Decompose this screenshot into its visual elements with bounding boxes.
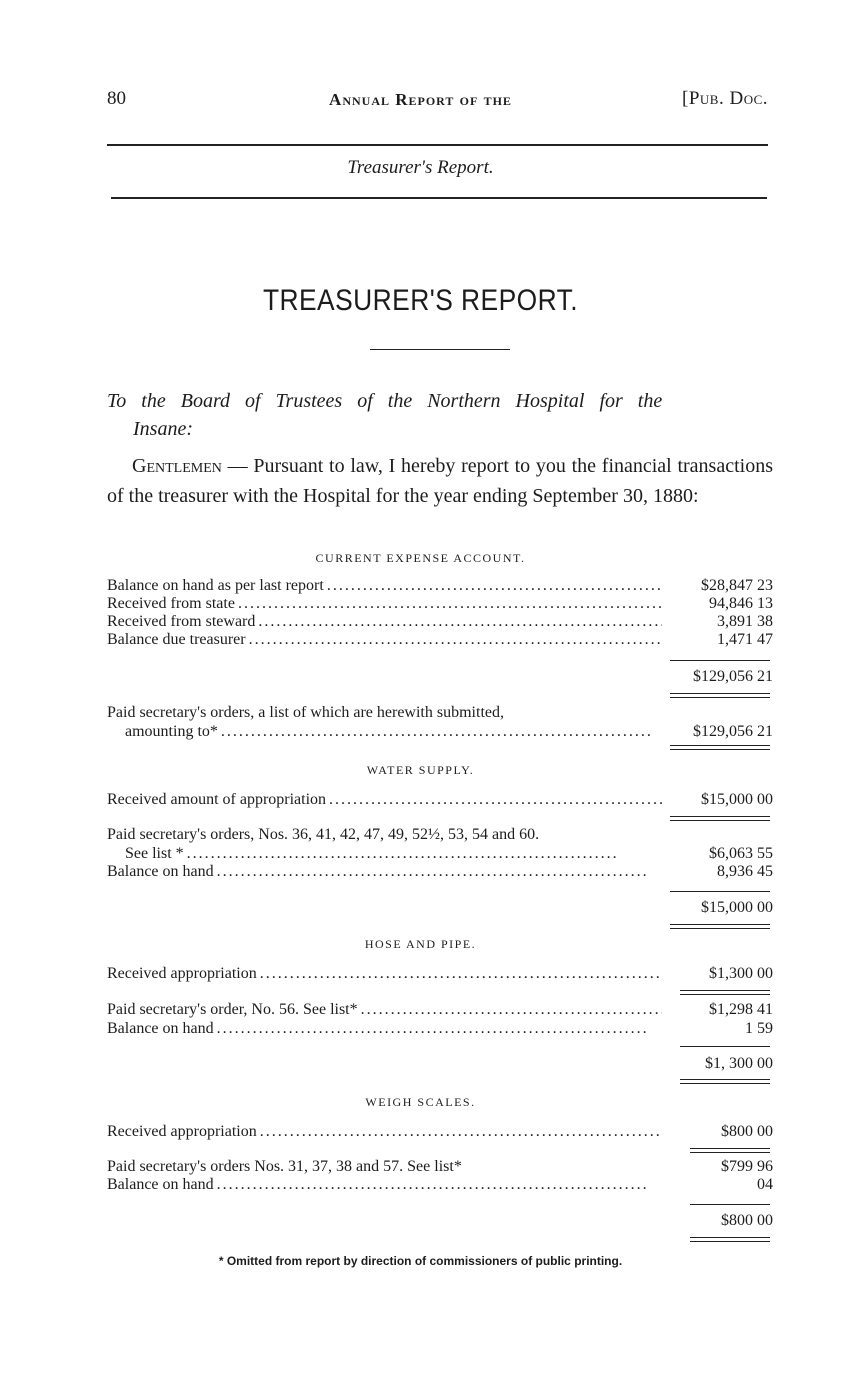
ledger-row (107, 578, 773, 594)
double-rule (670, 816, 770, 817)
double-rule (680, 1079, 770, 1080)
double-rule (690, 1148, 770, 1149)
double-rule (670, 928, 770, 929)
salutation-continued: Insane: (133, 418, 193, 440)
ledger-label: Received from steward . . . (107, 614, 662, 630)
ledger-label: Received appropriation . . . (107, 1124, 662, 1140)
double-rule (690, 1241, 770, 1242)
ledger-row (107, 966, 773, 982)
title-rule (370, 349, 510, 350)
ledger-row (107, 724, 773, 740)
ledger-total: $129,056 21 (693, 668, 773, 685)
ledger-amount: $129,056 21 (693, 723, 773, 740)
ledger-label: Paid secretary's order, No. 56. See list* . . . (107, 1002, 662, 1018)
weigh-scales-heading: WEIGH SCALES. (365, 1095, 476, 1109)
ledger-label: Paid secretary's orders, Nos. 36, 41, 42, 47, 49, 52½, 53, 54 and 60. (107, 827, 540, 843)
ledger-label: Received appropriation . . . (107, 966, 662, 982)
ledger-row (107, 705, 773, 721)
ledger-row (107, 614, 773, 630)
ledger-label: Paid secretary's orders, a list of which are herewith submitted, (107, 705, 504, 721)
double-rule (690, 1152, 770, 1153)
ledger-amount: $1,300 00 (709, 965, 773, 982)
ledger-label: Balance on hand . . . (107, 864, 662, 880)
header-rule-bottom (111, 197, 767, 199)
ledger-amount: $15,000 00 (701, 791, 773, 808)
current-expense-heading: CURRENT EXPENSE ACCOUNT. (315, 551, 526, 565)
ledger-amount: $800 00 (721, 1123, 773, 1140)
ledger-total: $15,000 00 (701, 899, 773, 916)
ledger-label: See list * . . . (125, 846, 662, 862)
ledger-row (107, 1002, 773, 1018)
intro-text: — Pursuant to law, I hereby report to you the financial transactions of the treasurer with the Hospital for the year ending September 30, 1880: (107, 455, 773, 507)
intro-lead: Gentlemen (132, 455, 222, 477)
ledger-row (107, 632, 773, 648)
double-rule (670, 697, 770, 698)
ledger-amount: $6,063 55 (709, 845, 773, 862)
ledger-row (107, 864, 773, 880)
footnote: * Omitted from report by direction of commissioners of public printing. (218, 1254, 623, 1268)
ledger-amount: $1,298 41 (709, 1001, 773, 1018)
double-rule (670, 924, 770, 925)
double-rule (680, 1083, 770, 1084)
running-title: Annual Report of the (329, 90, 512, 109)
page-title: TREASURER'S REPORT. (262, 284, 579, 317)
ledger-amount: 3,891 38 (717, 613, 773, 630)
ledger-total-row (107, 900, 773, 916)
sum-rule (680, 1046, 770, 1047)
ledger-label: amounting to* . . . (125, 724, 662, 740)
ledger-amount: 8,936 45 (717, 863, 773, 880)
ledger-amount: 94,846 13 (709, 595, 773, 612)
double-rule (670, 693, 770, 694)
header-rule-top (107, 144, 768, 146)
ledger-amount: $799 96 (721, 1158, 773, 1175)
double-rule (670, 820, 770, 821)
sum-rule (690, 1204, 770, 1205)
ledger-amount: 1 59 (745, 1020, 773, 1037)
ledger-total: $1, 300 00 (705, 1055, 773, 1072)
salutation: To the Board of Trustees of the Northern Hospital for the (107, 390, 663, 412)
ledger-row (107, 596, 773, 612)
sum-rule (670, 660, 770, 661)
ledger-amount: $28,847 23 (701, 577, 773, 594)
ledger-amount: 04 (757, 1176, 773, 1193)
ledger-total: $800 00 (721, 1212, 773, 1229)
ledger-total-row (107, 1056, 773, 1072)
water-supply-heading: WATER SUPPLY. (366, 763, 475, 777)
double-rule (680, 990, 770, 991)
ledger-label: Received amount of appropriation . . . (107, 792, 662, 808)
ledger-row (107, 792, 773, 808)
sum-rule (670, 891, 770, 892)
ledger-label: Balance on hand . . . (107, 1021, 662, 1037)
ledger-amount: 1,471 47 (717, 631, 773, 648)
ledger-row (107, 1177, 773, 1193)
intro-paragraph (107, 451, 773, 511)
document-label: [Pub. Doc. (682, 88, 768, 109)
hose-pipe-heading: HOSE AND PIPE. (364, 937, 477, 951)
ledger-row (107, 1124, 773, 1140)
ledger-total-row (107, 669, 773, 685)
ledger-row (107, 1159, 773, 1175)
ledger-label: Paid secretary's orders Nos. 31, 37, 38 and 57. See list* (107, 1159, 462, 1175)
ledger-label: Received from state . . . (107, 596, 662, 612)
ledger-label: Balance on hand as per last report . . . (107, 578, 662, 594)
double-rule (680, 994, 770, 995)
ledger-label: Balance due treasurer . . . (107, 632, 662, 648)
ledger-row (107, 1021, 773, 1037)
double-rule (690, 1237, 770, 1238)
ledger-total-row (107, 1213, 773, 1229)
section-subtitle: Treasurer's Report. (347, 157, 494, 178)
ledger-row (107, 827, 773, 843)
page-number: 80 (107, 88, 126, 109)
ledger-label: Balance on hand . . . (107, 1177, 662, 1193)
double-rule (670, 745, 770, 746)
ledger-row (107, 846, 773, 862)
double-rule (670, 749, 770, 750)
